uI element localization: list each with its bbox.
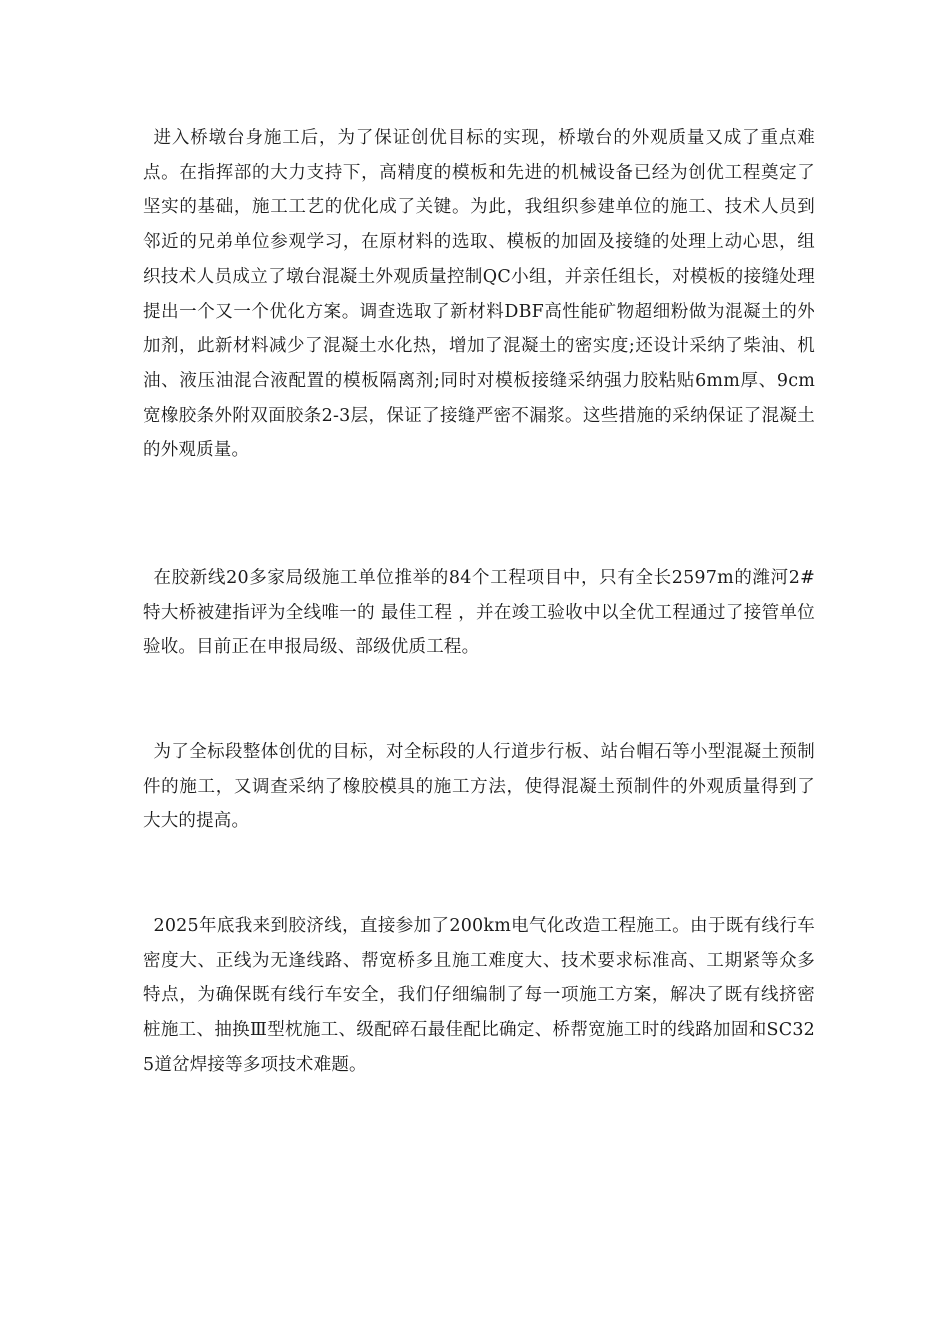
paragraph-best-project: 在胶新线20多家局级施工单位推举的84个工程项目中，只有全长2597m的潍河2#特大桥被建指评为全线唯一的 最佳工程 ，并在竣工验收中以全优工程通过了接管单位验收。目前正在申报局级、部级优质工程。 (143, 568, 815, 658)
paragraph-jiaoji-line: 2025年底我来到胶济线，直接参加了200km电气化改造工程施工。由于既有线行车密度大、正线为无逢线路、帮宽桥多且施工难度大、技术要求标准高、工期紧等众多特点，为确保既有线行车安全，我们仔细编制了每一项施工方案，解决了既有线挤密桩施工、抽换Ⅲ型枕施工、级配碎石最佳配比确定、桥帮宽施工时的线路加固和SC325道岔焊接等多项技术难题。 (143, 916, 815, 1075)
paragraph-pier-construction: 进入桥墩台身施工后，为了保证创优目标的实现，桥墩台的外观质量又成了重点难点。在指挥部的大力支持下，高精度的模板和先进的机械设备已经为创优工程奠定了坚实的基础，施工工艺的优化成了关键。为此，我组织参建单位的施工、技术人员到邻近的兄弟单位参观学习，在原材料的选取、模板的加固及接缝的处理上动心思，组织技术人员成立了墩台混凝土外观质量控制QC小组，并亲任组长，对模板的接缝处理提出一个又一个优化方案。调查选取了新材料DBF高性能矿物超细粉做为混凝土的外加剂，此新材料减少了混凝土水化热，增加了混凝土的密实度;还设计采纳了柴油、机油、液压油混合液配置的模板隔离剂;同时对模板接缝采纳强力胶粘贴6mm厚、9cm宽橡胶条外附双面胶条2-3层，保证了接缝严密不漏浆。这些措施的采纳保证了混凝土的外观质量。 (143, 128, 815, 461)
paragraph-precast-components: 为了全标段整体创优的目标，对全标段的人行道步行板、站台帽石等小型混凝土预制件的施工，又调查采纳了橡胶模具的施工方法，使得混凝土预制件的外观质量得到了大大的提高。 (143, 742, 815, 832)
